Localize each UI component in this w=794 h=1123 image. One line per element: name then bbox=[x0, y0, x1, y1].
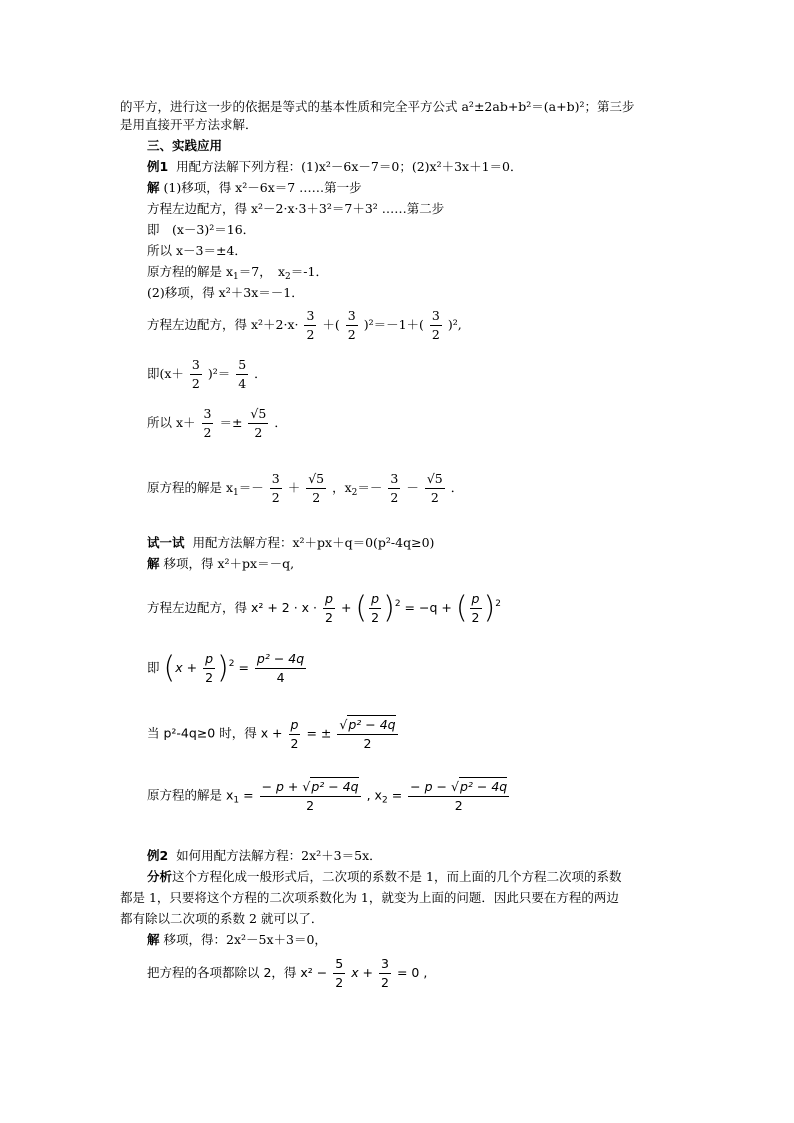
t: ＝－ bbox=[238, 480, 264, 495]
t: 移项，得：2x²－5x＋3＝0， bbox=[163, 932, 327, 947]
paren: ( bbox=[355, 590, 368, 626]
t: x + bbox=[351, 965, 374, 980]
example-1 bbox=[147, 158, 523, 176]
num: 5 bbox=[236, 356, 248, 375]
den: 2 bbox=[371, 610, 380, 625]
t: = −q + bbox=[404, 600, 452, 615]
t: 原方程的解是 x bbox=[147, 787, 234, 803]
num: √5 bbox=[306, 470, 326, 489]
t: = bbox=[243, 787, 254, 803]
num: − p + √p² − 4q bbox=[260, 777, 361, 797]
t: 方程左边配方，得 x² + 2 · x · bbox=[147, 600, 318, 615]
fraction bbox=[408, 777, 509, 815]
fraction bbox=[369, 590, 381, 627]
paren: ) bbox=[383, 590, 395, 626]
t: = 0 , bbox=[396, 965, 428, 980]
den: 2 bbox=[390, 490, 399, 505]
t: ＋ bbox=[287, 480, 301, 495]
fraction bbox=[430, 307, 442, 344]
den: 2 bbox=[205, 670, 214, 685]
t: ＝7， x bbox=[238, 264, 286, 279]
radicand: p² − 4q bbox=[459, 779, 508, 794]
t: ，x bbox=[332, 480, 352, 495]
fraction bbox=[289, 716, 301, 753]
den: 2 bbox=[312, 490, 321, 505]
fraction bbox=[337, 715, 397, 753]
solution-step bbox=[147, 715, 400, 753]
den: 2 bbox=[191, 376, 200, 391]
num: √5 bbox=[425, 470, 445, 489]
t: 原方程的解是 x bbox=[147, 480, 234, 495]
fraction bbox=[236, 356, 248, 393]
solution-step bbox=[147, 650, 308, 687]
den: 2 bbox=[381, 975, 389, 990]
num: 3 bbox=[430, 307, 442, 326]
num: 3 bbox=[379, 955, 391, 974]
try-it bbox=[147, 534, 434, 552]
num: 3 bbox=[346, 307, 358, 326]
den: 2 bbox=[363, 736, 372, 751]
num: 5 bbox=[333, 955, 345, 974]
t: 2 bbox=[381, 795, 388, 806]
fraction bbox=[255, 650, 306, 687]
t: 2 bbox=[351, 488, 358, 498]
den: 2 bbox=[254, 425, 263, 440]
t: , x bbox=[366, 787, 382, 803]
radicand: p² − 4q bbox=[311, 779, 359, 794]
t: 把方程的各项都除以 2，得 x² − bbox=[147, 965, 328, 980]
t: 方程左边配方，得 x²＋2·x· bbox=[147, 317, 299, 332]
solution-label: 解 bbox=[147, 556, 160, 571]
t: ． bbox=[450, 480, 464, 495]
solution-step bbox=[147, 590, 501, 627]
num: p² − 4q bbox=[255, 650, 306, 669]
num: − p − √p² − 4q bbox=[408, 777, 509, 797]
den: 2 bbox=[306, 798, 315, 813]
solution-step: 即 (x－3)²＝16． bbox=[147, 222, 256, 237]
t: ＝－ bbox=[357, 480, 383, 495]
den: 2 bbox=[306, 327, 315, 342]
t: 1 bbox=[233, 272, 239, 282]
fraction bbox=[333, 955, 345, 992]
num: p bbox=[323, 590, 335, 609]
t: 如何用配方法解方程：2x²＋3＝5x． bbox=[176, 848, 382, 863]
num: p bbox=[203, 650, 215, 669]
fraction bbox=[425, 470, 445, 507]
t: 即 bbox=[147, 660, 160, 675]
t: 即(x＋ bbox=[147, 366, 184, 381]
fraction bbox=[379, 955, 391, 992]
den: 4 bbox=[238, 376, 247, 391]
solution-label: 解 bbox=[147, 180, 160, 195]
solution-step: 所以 x－3＝±4． bbox=[147, 243, 247, 258]
step-text: (1)移项，得 x²－6x＝7 ……第一步 bbox=[163, 180, 362, 195]
t: 所以 x＋ bbox=[147, 415, 196, 430]
den: 2 bbox=[335, 975, 344, 990]
t: 1 bbox=[233, 488, 239, 498]
fraction bbox=[306, 470, 326, 507]
paren: ) bbox=[483, 590, 496, 626]
t: )²＝ bbox=[207, 366, 231, 381]
solution-step bbox=[147, 955, 427, 992]
analysis bbox=[147, 868, 621, 886]
analysis-line: 都有除以二次项的系数 2 就可以了． bbox=[120, 911, 324, 926]
fraction bbox=[323, 590, 335, 627]
t: 2 bbox=[228, 659, 235, 669]
den: 2 bbox=[203, 425, 212, 440]
num: 3 bbox=[270, 470, 282, 489]
t: x + bbox=[175, 660, 198, 675]
section-heading: 三、实践应用 bbox=[147, 138, 223, 153]
fraction bbox=[248, 405, 268, 442]
t: 2 bbox=[394, 599, 401, 609]
den: 2 bbox=[431, 327, 440, 342]
solution-step: 方程左边配方，得 x²－2·x·3＋3²＝7＋3² ……第二步 bbox=[147, 201, 445, 216]
den: 2 bbox=[347, 327, 356, 342]
solution-step bbox=[147, 777, 511, 815]
t: ． bbox=[254, 366, 267, 381]
paren: ( bbox=[455, 590, 468, 626]
t: + bbox=[340, 600, 352, 615]
t: ＝± bbox=[219, 415, 243, 430]
solution-step bbox=[147, 470, 463, 507]
solution-step bbox=[147, 356, 267, 393]
num: √5 bbox=[248, 405, 268, 424]
den: 2 bbox=[454, 798, 463, 813]
t: 这个方程化成一般形式后，二次项的系数不是 1，而上面的几个方程二次项的系数 bbox=[172, 869, 622, 884]
t: = bbox=[391, 787, 403, 803]
solution-step bbox=[147, 179, 362, 197]
radicand: p² − 4q bbox=[348, 717, 396, 732]
paren: ( bbox=[163, 650, 176, 686]
paren: ) bbox=[217, 650, 229, 686]
solution-step bbox=[147, 931, 327, 949]
example-label: 例1 bbox=[147, 159, 169, 174]
t: )²＝－1＋( bbox=[363, 317, 424, 332]
fraction bbox=[260, 777, 361, 815]
t: ． bbox=[274, 415, 287, 430]
text-line: 是用直接开平方法求解． bbox=[120, 117, 258, 132]
solution-label: 解 bbox=[147, 932, 160, 947]
t: − p − bbox=[410, 779, 447, 794]
solution-step: (2)移项，得 x²＋3x＝－1． bbox=[147, 285, 304, 300]
t: 1 bbox=[233, 795, 240, 806]
num: 3 bbox=[388, 470, 400, 489]
t: 当 p²-4q≥0 时，得 x + bbox=[147, 725, 283, 741]
fraction bbox=[190, 356, 202, 393]
t: ＋( bbox=[322, 317, 340, 332]
t: = ± bbox=[306, 725, 332, 741]
den: 2 bbox=[471, 610, 480, 625]
num: √p² − 4q bbox=[337, 715, 397, 735]
example-2 bbox=[147, 847, 382, 865]
den: 2 bbox=[290, 735, 299, 751]
num: 3 bbox=[304, 307, 316, 326]
den: 2 bbox=[325, 610, 333, 625]
t: 原方程的解是 x bbox=[147, 264, 234, 279]
example-text: 用配方法解下列方程：(1)x²－6x－7＝0；(2)x²＋3x＋1＝0． bbox=[176, 159, 523, 174]
num: p bbox=[289, 716, 301, 735]
fraction bbox=[202, 405, 214, 442]
t: )², bbox=[447, 317, 462, 332]
t: 2 bbox=[495, 599, 501, 609]
t: = bbox=[238, 660, 249, 675]
fraction bbox=[346, 307, 358, 344]
t: ＝-1． bbox=[290, 264, 328, 279]
solution-step bbox=[147, 555, 294, 573]
fraction bbox=[270, 470, 282, 507]
fraction bbox=[304, 307, 316, 344]
try-text: 用配方法解方程：x²＋px＋q＝0(p²-4q≥0) bbox=[192, 535, 435, 550]
solution-step bbox=[147, 307, 462, 344]
analysis-line: 都是 1，只要将这个方程的二次项系数化为 1，就变为上面的问题．因此只要在方程的两边 bbox=[120, 890, 619, 905]
den: 4 bbox=[276, 670, 285, 685]
solution-step bbox=[147, 405, 287, 442]
num: 3 bbox=[202, 405, 214, 424]
den: 2 bbox=[430, 490, 439, 505]
try-label: 试一试 bbox=[147, 535, 185, 550]
den: 2 bbox=[271, 490, 280, 505]
example-label: 例2 bbox=[147, 848, 169, 863]
fraction bbox=[470, 590, 482, 627]
num: p bbox=[369, 590, 381, 609]
t: − p + bbox=[261, 779, 299, 794]
fraction bbox=[203, 650, 215, 687]
num: p bbox=[470, 590, 482, 609]
analysis-label: 分析 bbox=[147, 869, 173, 884]
t: 移项，得 x²＋px＝－q, bbox=[163, 556, 295, 571]
solution-step bbox=[147, 263, 328, 286]
num: 3 bbox=[190, 356, 202, 375]
fraction bbox=[388, 470, 400, 507]
t: 2 bbox=[285, 272, 291, 282]
text-line: 的平方，进行这一步的依据是等式的基本性质和完全平方公式 a²±2ab+b²＝(a+b)²；第三步 bbox=[120, 99, 635, 114]
t: － bbox=[406, 480, 419, 495]
